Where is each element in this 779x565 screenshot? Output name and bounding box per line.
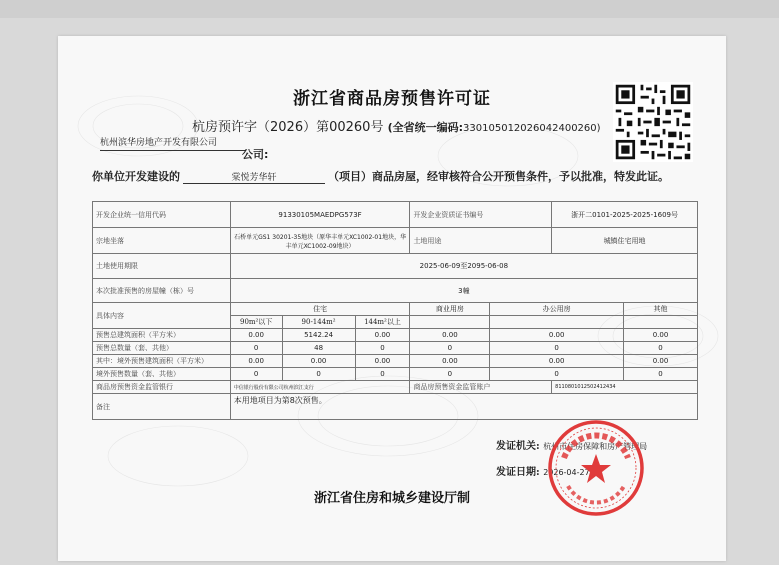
declaration-suffix: （项目）商品房屋，经审核符合公开预售条件，予以批准，特发此证。 bbox=[328, 170, 669, 183]
table-cell: 0 bbox=[624, 368, 698, 381]
qualification-label: 开发企业资质证书编号 bbox=[410, 202, 552, 228]
account-value: 8110801012502412434 bbox=[552, 381, 698, 394]
land-period-label: 土地使用期限 bbox=[93, 254, 231, 279]
top-bar bbox=[0, 0, 779, 18]
bank-label: 商品房预售资金监管银行 bbox=[93, 381, 231, 394]
overseas-area-label: 其中：境外预售建筑面积（平方米） bbox=[93, 355, 231, 368]
bank-value: 中信银行股份有限公司杭州滨江支行 bbox=[230, 381, 410, 394]
land-use-label: 土地用途 bbox=[410, 228, 552, 254]
company-suffix: 公司: bbox=[242, 148, 269, 161]
table-cell: 48 bbox=[282, 342, 355, 355]
table-cell: 0.00 bbox=[230, 355, 282, 368]
empty-cell bbox=[490, 316, 624, 329]
table-cell: 0 bbox=[355, 342, 410, 355]
location-value: 石桥单元GS1 30201-35地块（原华丰单元XC1002-01地块，华丰单元XC1002-09地块） bbox=[230, 228, 410, 254]
table-cell: 0 bbox=[624, 342, 698, 355]
remark-label: 备注 bbox=[93, 394, 231, 420]
table-cell: 0 bbox=[490, 342, 624, 355]
location-label: 宗地坐落 bbox=[93, 228, 231, 254]
table-cell: 0.00 bbox=[355, 329, 410, 342]
table-cell: 0.00 bbox=[410, 355, 490, 368]
declaration bbox=[92, 168, 669, 184]
table-cell: 0 bbox=[410, 368, 490, 381]
qualification-value: 浙开二0101-2025-2025-1609号 bbox=[552, 202, 698, 228]
certificate-title: 浙江省商品房预售许可证 bbox=[293, 89, 491, 109]
table-cell: 0 bbox=[410, 342, 490, 355]
col-office: 办公用房 bbox=[490, 303, 624, 316]
red-official-seal-icon bbox=[546, 418, 646, 518]
units-label: 预售总数量（套、共他） bbox=[93, 342, 231, 355]
empty-cell bbox=[624, 316, 698, 329]
permit-number-main: 杭房预许字（2026）第00260号 bbox=[192, 120, 384, 135]
sub-col-90-144: 90-144m² bbox=[282, 316, 355, 329]
table-cell: 0 bbox=[355, 368, 410, 381]
credit-code-label: 开发企业统一信用代码 bbox=[93, 202, 231, 228]
col-other: 其他 bbox=[624, 303, 698, 316]
table-cell: 0.00 bbox=[490, 329, 624, 342]
permit-details-table bbox=[92, 201, 698, 420]
table-cell: 0.00 bbox=[410, 329, 490, 342]
table-cell: 0.00 bbox=[355, 355, 410, 368]
authority-value: 杭州市住房保障和房产管理局 bbox=[543, 442, 648, 451]
authority-label: 发证机关: bbox=[496, 441, 540, 452]
footer-issuer: 浙江省住房和城乡建设厅制 bbox=[313, 491, 470, 506]
certificate-paper bbox=[58, 36, 726, 561]
table-cell: 0.00 bbox=[624, 355, 698, 368]
col-commercial: 商业用房 bbox=[410, 303, 490, 316]
unified-code-value: 33010501202604240026 bbox=[463, 123, 591, 134]
area-label: 预售总建筑面积（平方米） bbox=[93, 329, 231, 342]
unified-code-close: 0) bbox=[590, 123, 601, 134]
remark-value: 本用地项目为第8次预售。 bbox=[230, 394, 697, 420]
permit-number bbox=[192, 116, 601, 135]
buildings-label: 本次批准预售的房屋幢（栋）号 bbox=[93, 279, 231, 303]
empty-cell bbox=[410, 316, 490, 329]
table-cell: 0.00 bbox=[230, 329, 282, 342]
account-label: 商品房预售资金监管账户 bbox=[410, 381, 552, 394]
qr-code-icon bbox=[613, 82, 693, 162]
table-cell: 0.00 bbox=[490, 355, 624, 368]
table-cell: 0 bbox=[230, 342, 282, 355]
date-label: 发证日期: bbox=[496, 467, 540, 478]
date-value: 2026-04-27 bbox=[543, 468, 590, 477]
table-cell: 0 bbox=[282, 368, 355, 381]
col-residential: 住宅 bbox=[230, 303, 410, 316]
project-name: 棠悦芳华轩 bbox=[183, 170, 325, 184]
sub-col-90: 90m²以下 bbox=[230, 316, 282, 329]
declaration-prefix: 你单位开发建设的 bbox=[92, 170, 180, 183]
unified-code-label: (全省统一编码: bbox=[387, 121, 464, 134]
credit-code-value: 91330105MAEDPG573F bbox=[230, 202, 410, 228]
table-cell: 0.00 bbox=[282, 355, 355, 368]
table-cell: 5142.24 bbox=[282, 329, 355, 342]
buildings-value: 3幢 bbox=[230, 279, 697, 303]
land-period-value: 2025-06-09至2095-06-08 bbox=[230, 254, 697, 279]
table-cell: 0 bbox=[230, 368, 282, 381]
overseas-units-label: 境外预售数量（套、共他） bbox=[93, 368, 231, 381]
table-cell: 0 bbox=[490, 368, 624, 381]
sub-col-144: 144m²以上 bbox=[355, 316, 410, 329]
company-name: 杭州滨华房地产开发有限公司 bbox=[100, 135, 246, 151]
content-label: 具体内容 bbox=[93, 303, 231, 329]
table-cell: 0.00 bbox=[624, 329, 698, 342]
land-use-value: 城镇住宅用地 bbox=[552, 228, 698, 254]
